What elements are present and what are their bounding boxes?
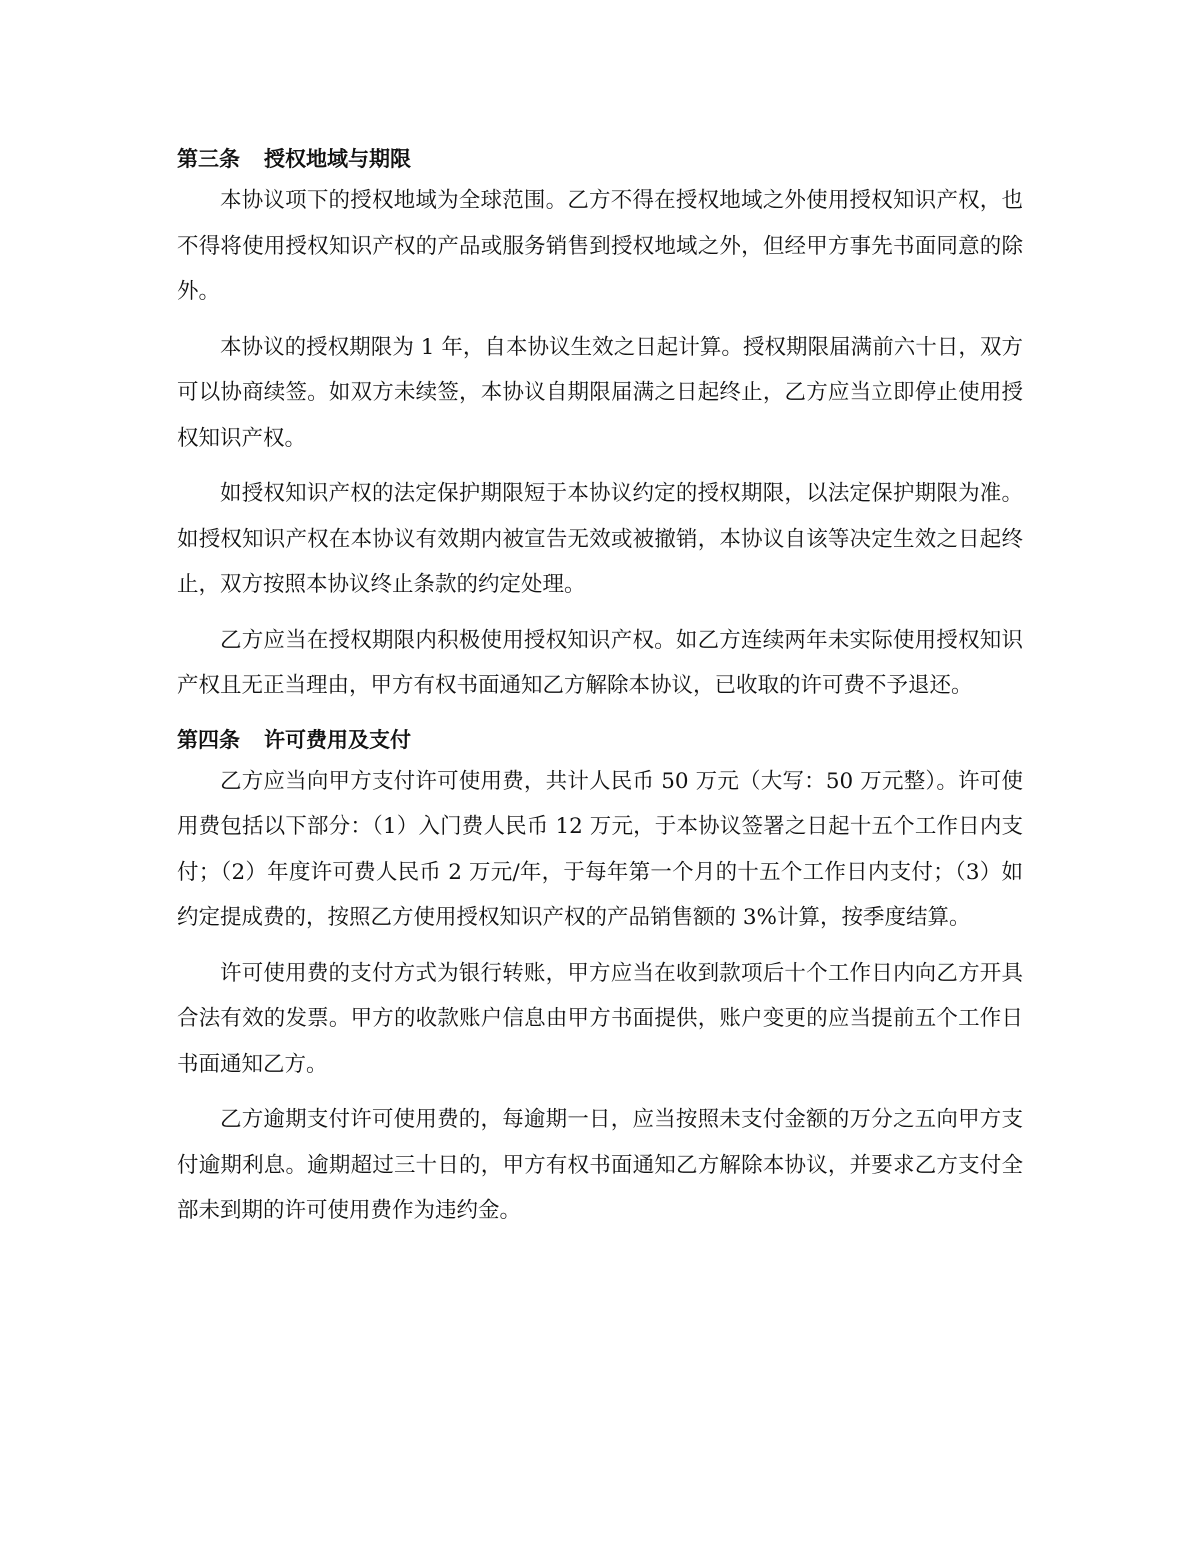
paragraph: 乙方应当向甲方支付许可使用费，共计人民币 50 万元（大写：50 万元整）。许可使用费包括以下部分：（1）入门费人民币 12 万元，于本协议签署之日起十五个工作日内支付；（2）年度许可费人民币 2 万元/年，于每年第一个月的十五个工作日内支付；（3）如约定提成费的，按照乙方使用授权知识产权的产品销售额的 3%计算，按季度结算。 (177, 768, 1023, 930)
section-title: 授权地域与期限 (264, 147, 411, 171)
paragraph: 乙方应当在授权期限内积极使用授权知识产权。如乙方连续两年未实际使用授权知识产权且无正当理由，甲方有权书面通知乙方解除本协议，已收取的许可费不予退还。 (177, 627, 1023, 698)
paragraph: 如授权知识产权的法定保护期限短于本协议约定的授权期限，以法定保护期限为准。如授权知识产权在本协议有效期内被宣告无效或被撤销，本协议自该等决定生效之日起终止，双方按照本协议终止条款的约定处理。 (177, 481, 1023, 597)
paragraph: 本协议的授权期限为 1 年，自本协议生效之日起计算。授权期限届满前六十日，双方可以协商续签。如双方未续签，本协议自期限届满之日起终止，乙方应当立即停止使用授权知识产权。 (177, 334, 1023, 451)
section-number: 第四条 (177, 727, 240, 752)
section-title: 许可费用及支付 (264, 727, 411, 752)
paragraph: 乙方逾期支付许可使用费的，每逾期一日，应当按照未支付金额的万分之五向甲方支付逾期利息。逾期超过三十日的，甲方有权书面通知乙方解除本协议，并要求乙方支付全部未到期的许可使用费作为违约金。 (177, 1107, 1023, 1223)
section-heading-4 (177, 721, 1023, 759)
document-body (177, 140, 1023, 1234)
paragraph: 本协议项下的授权地域为全球范围。乙方不得在授权地域之外使用授权知识产权，也不得将使用授权知识产权的产品或服务销售到授权地域之外，但经甲方事先书面同意的除外。 (177, 188, 1023, 304)
section-heading-3 (177, 140, 1023, 178)
paragraph: 许可使用费的支付方式为银行转账，甲方应当在收到款项后十个工作日内向乙方开具合法有效的发票。甲方的收款账户信息由甲方书面提供，账户变更的应当提前五个工作日书面通知乙方。 (177, 960, 1023, 1077)
section-number: 第三条 (177, 147, 240, 171)
